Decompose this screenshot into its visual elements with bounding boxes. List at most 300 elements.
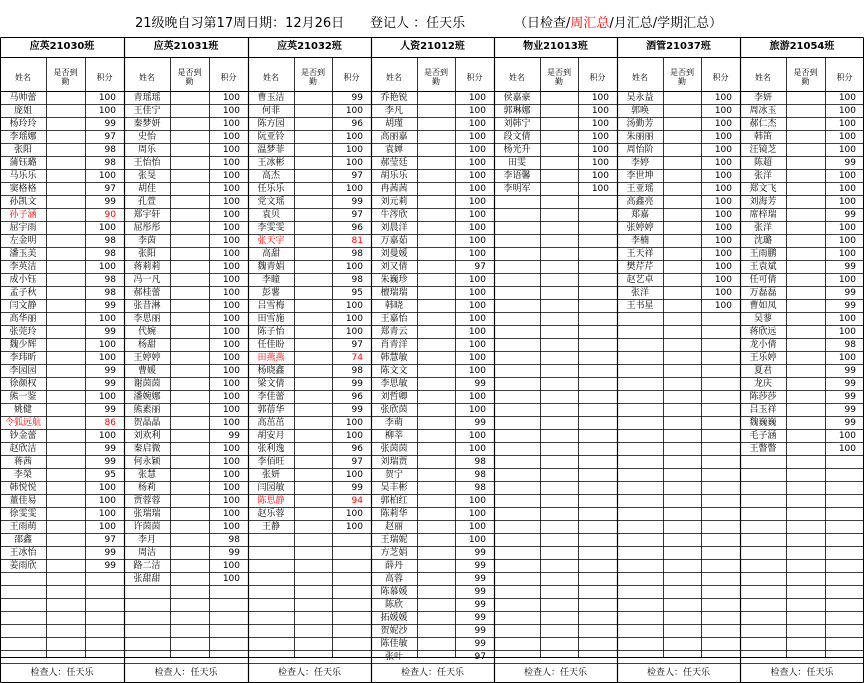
student-name: 李英洁 — [9, 262, 37, 272]
student-score: 100 — [98, 314, 116, 324]
student-score: 100 — [714, 210, 732, 220]
student-name: 李语馨 — [503, 171, 531, 181]
student-name: 张阳 — [137, 249, 156, 259]
score-header: 积分 — [589, 72, 606, 82]
student-name: 陈思静 — [257, 496, 285, 506]
student-name: 刘曼媛 — [380, 249, 408, 259]
student-score: 100 — [98, 522, 116, 532]
student-score: 99 — [104, 119, 116, 129]
student-score: 100 — [468, 197, 486, 207]
name-header: 姓名 — [386, 72, 402, 82]
student-name: 秦启微 — [133, 444, 161, 454]
student-score: 100 — [222, 405, 240, 415]
student-score: 100 — [345, 106, 363, 116]
student-score: 99 — [844, 379, 856, 389]
student-name: 张昔淋 — [133, 301, 161, 311]
student-score: 100 — [468, 145, 486, 155]
student-score: 100 — [838, 197, 856, 207]
student-name: 王雨鹏 — [749, 249, 777, 259]
student-name: 陈莎莎 — [749, 392, 777, 402]
student-score: 100 — [714, 197, 732, 207]
student-name: 乔艳锐 — [380, 93, 408, 103]
student-name: 徐雯雯 — [9, 509, 37, 519]
student-score: 99 — [351, 197, 363, 207]
student-name: 冉茜茜 — [380, 184, 408, 194]
student-score: 100 — [222, 93, 240, 103]
student-name: 钞金蕾 — [9, 431, 37, 441]
student-score: 100 — [222, 353, 240, 363]
name-header: 姓名 — [139, 72, 155, 82]
student-name: 赵丽 — [384, 522, 403, 532]
student-score: 100 — [345, 418, 363, 428]
student-name: 袁贝 — [261, 210, 280, 220]
student-name: 屈宇雨 — [9, 223, 37, 233]
student-name: 蒋茜 — [13, 457, 32, 467]
student-name: 田雯 — [507, 158, 526, 168]
checker-signature: 检查人：任天乐 — [30, 668, 94, 678]
student-name: 张瑞瑞 — [133, 509, 161, 519]
name-header: 姓名 — [632, 72, 648, 82]
student-name: 王瞥瞥 — [749, 444, 777, 454]
student-score: 100 — [714, 145, 732, 155]
student-score: 100 — [838, 275, 856, 285]
name-header: 姓名 — [755, 72, 771, 82]
student-score: 100 — [345, 431, 363, 441]
student-score: 99 — [351, 93, 363, 103]
student-name: 刘又倩 — [380, 262, 408, 272]
student-score: 100 — [222, 171, 240, 181]
student-name: 张洋 — [753, 223, 772, 233]
student-score: 81 — [351, 236, 363, 246]
student-name: 李思敏 — [380, 379, 408, 389]
student-score: 95 — [351, 288, 363, 298]
period-rest: /月汇总/学期汇总） — [609, 16, 723, 31]
student-score: 98 — [104, 249, 116, 259]
student-name: 李月 — [137, 535, 156, 545]
student-score: 100 — [468, 171, 486, 181]
student-name: 郑宇轩 — [133, 210, 161, 220]
student-score: 100 — [468, 444, 486, 454]
student-name: 许茵茵 — [133, 522, 161, 532]
student-name: 任乐乐 — [257, 184, 285, 194]
student-name: 潘婉娜 — [133, 392, 161, 402]
student-name: 汤勤芳 — [626, 119, 654, 129]
student-score: 100 — [222, 275, 240, 285]
student-name: 贺晶晶 — [133, 418, 161, 428]
student-score: 100 — [468, 288, 486, 298]
student-score: 100 — [714, 106, 732, 116]
student-score: 100 — [345, 262, 363, 272]
student-score: 74 — [351, 353, 363, 363]
student-score: 99 — [474, 418, 486, 428]
student-name: 何菲 — [261, 106, 280, 116]
attendance-header: 是否到勤 — [424, 68, 448, 86]
student-name: 马帅蕾 — [9, 93, 37, 103]
student-score: 100 — [468, 236, 486, 246]
student-score: 100 — [222, 314, 240, 324]
student-name: 刘海芳 — [749, 197, 777, 207]
student-score: 100 — [591, 158, 609, 168]
student-score: 96 — [351, 119, 363, 129]
student-score: 99 — [228, 548, 240, 558]
student-score: 100 — [468, 249, 486, 259]
student-name: 胡安月 — [257, 431, 285, 441]
student-score: 100 — [222, 392, 240, 402]
name-header: 姓名 — [263, 72, 279, 82]
student-score: 100 — [222, 145, 240, 155]
student-name: 董佳易 — [9, 496, 37, 506]
student-name: 侯嘉豪 — [503, 93, 531, 103]
student-score: 100 — [714, 236, 732, 246]
student-score: 100 — [468, 496, 486, 506]
class-header: 酒管21037班 — [646, 41, 711, 52]
attendance-grid — [0, 37, 864, 683]
student-name: 李明军 — [503, 184, 531, 194]
student-name: 吕玉祥 — [749, 405, 777, 415]
student-name: 彭薯 — [261, 288, 280, 298]
recorder: 登记人 ：任天乐 — [370, 16, 466, 31]
student-score: 96 — [351, 392, 363, 402]
student-name: 龙庆 — [753, 379, 772, 389]
student-name: 田雪施 — [257, 314, 285, 324]
student-name: 陈莉华 — [380, 509, 408, 519]
student-score: 100 — [838, 132, 856, 142]
student-name: 姜雨欣 — [9, 561, 37, 571]
student-name: 张慧 — [137, 470, 156, 480]
class-header: 应英21030班 — [29, 41, 95, 52]
student-score: 97 — [351, 340, 363, 350]
student-score: 100 — [468, 301, 486, 311]
student-score: 100 — [98, 93, 116, 103]
student-name: 魏少辉 — [9, 340, 37, 350]
student-name: 王佳宁 — [133, 106, 161, 116]
student-score: 96 — [351, 223, 363, 233]
student-name: 王嘉怡 — [380, 314, 408, 324]
student-name: 万磊磊 — [749, 288, 777, 298]
student-score: 100 — [98, 431, 116, 441]
student-name: 邵鑫 — [13, 535, 32, 545]
student-score: 100 — [591, 106, 609, 116]
attendance-header: 是否到勤 — [53, 68, 78, 86]
student-name: 杨玲玲 — [9, 119, 37, 129]
student-name: 杨光升 — [503, 145, 531, 155]
student-score: 99 — [104, 444, 116, 454]
student-name: 周乐 — [137, 145, 156, 155]
student-score: 100 — [468, 119, 486, 129]
student-score: 100 — [468, 535, 486, 545]
student-score: 97 — [351, 457, 363, 467]
student-name: 窦格格 — [9, 184, 37, 194]
student-score: 100 — [222, 509, 240, 519]
student-score: 99 — [844, 288, 856, 298]
student-name: 高茁茁 — [257, 418, 285, 428]
student-score: 100 — [838, 353, 856, 363]
student-name: 蒲钰璐 — [9, 158, 37, 168]
student-score: 100 — [714, 288, 732, 298]
student-score: 100 — [591, 171, 609, 181]
student-name: 曹媛 — [137, 366, 156, 376]
student-name: 张天宇 — [257, 236, 285, 246]
student-score: 100 — [838, 171, 856, 181]
attendance-header: 是否到勤 — [547, 68, 571, 86]
student-score: 100 — [345, 327, 363, 337]
student-score: 99 — [474, 613, 486, 623]
student-name: 曹如凤 — [749, 301, 777, 311]
student-score: 95 — [104, 470, 116, 480]
student-name: 李瞳 — [261, 275, 280, 285]
student-score: 100 — [222, 236, 240, 246]
student-score: 100 — [222, 444, 240, 454]
student-score: 98 — [351, 366, 363, 376]
student-name: 高华丽 — [9, 314, 37, 324]
period-week: 周汇总 — [570, 16, 610, 31]
student-score: 100 — [468, 314, 486, 324]
student-score: 100 — [222, 262, 240, 272]
student-score: 100 — [222, 327, 240, 337]
student-score: 98 — [104, 145, 116, 155]
student-name: 贾蓉蓉 — [133, 496, 161, 506]
student-score: 100 — [345, 314, 363, 324]
student-score: 100 — [468, 405, 486, 415]
student-name: 吕雪梅 — [257, 301, 285, 311]
student-name: 朱巍珍 — [380, 275, 408, 285]
attendance-header: 是否到勤 — [301, 68, 325, 86]
student-name: 成小钰 — [9, 275, 37, 285]
student-name: 张婷婷 — [626, 223, 654, 233]
student-score: 100 — [345, 158, 363, 168]
checker-signature: 检查人：任天乐 — [277, 668, 341, 678]
student-name: 张阳 — [13, 145, 32, 155]
score-header: 积分 — [343, 72, 360, 82]
student-score: 98 — [474, 470, 486, 480]
student-score: 99 — [351, 483, 363, 493]
student-score: 99 — [844, 210, 856, 220]
student-score: 99 — [844, 366, 856, 376]
student-score: 99 — [474, 639, 486, 649]
student-score: 100 — [714, 223, 732, 233]
student-score: 99 — [104, 379, 116, 389]
student-name: 刘元莉 — [380, 197, 408, 207]
student-name: 贺宁 — [384, 470, 403, 480]
student-name: 李园园 — [9, 366, 37, 376]
student-score: 97 — [104, 132, 116, 142]
student-name: 韩笛 — [753, 132, 772, 142]
student-score: 99 — [104, 548, 116, 558]
student-score: 98 — [474, 457, 486, 467]
student-score: 99 — [844, 158, 856, 168]
student-name: 陈超 — [753, 158, 772, 168]
class-header: 物业21013班 — [523, 41, 588, 52]
student-score: 97 — [474, 262, 486, 272]
student-name: 屈彤彤 — [133, 223, 161, 233]
student-score: 100 — [222, 132, 240, 142]
checker-signature: 检查人：任天乐 — [154, 668, 218, 678]
score-header: 积分 — [712, 72, 729, 82]
student-name: 李思丽 — [133, 314, 161, 324]
class-header: 应英21031班 — [153, 41, 219, 52]
student-score: 100 — [98, 171, 116, 181]
student-score: 100 — [468, 522, 486, 532]
class-column — [494, 37, 617, 683]
student-name: 汪镜芝 — [749, 145, 777, 155]
student-name: 樊芹芹 — [626, 262, 654, 272]
student-score: 100 — [222, 366, 240, 376]
class-column — [740, 37, 864, 683]
student-name: 孙子涵 — [9, 210, 37, 220]
student-name: 赵欣洁 — [9, 444, 37, 454]
student-score: 100 — [98, 483, 116, 493]
student-score: 99 — [844, 405, 856, 415]
student-score: 100 — [222, 106, 240, 116]
student-score: 100 — [222, 470, 240, 480]
student-score: 98 — [104, 288, 116, 298]
class-column — [0, 37, 124, 683]
student-name: 路二洁 — [133, 561, 161, 571]
student-name: 郑青云 — [380, 327, 408, 337]
checker-signature: 检查人：任天乐 — [400, 668, 464, 678]
student-name: 李凡 — [384, 106, 403, 116]
student-name: 徐颜权 — [9, 379, 37, 389]
student-name: 魏巍巍 — [749, 418, 777, 428]
student-score: 99 — [104, 457, 116, 467]
student-name: 李萌 — [384, 418, 403, 428]
student-name: 庞姐 — [13, 106, 32, 116]
student-name: 姚健 — [13, 405, 32, 415]
student-score: 100 — [222, 340, 240, 350]
student-name: 陈子怡 — [257, 327, 285, 337]
student-score: 90 — [104, 210, 116, 220]
student-score: 100 — [98, 262, 116, 272]
student-score: 100 — [468, 327, 486, 337]
student-name: 袁婵 — [384, 145, 403, 155]
name-header: 姓名 — [509, 72, 525, 82]
student-name: 吴蓼 — [753, 314, 772, 324]
student-score: 100 — [345, 509, 363, 519]
attendance-header: 是否到勤 — [793, 68, 818, 86]
student-name: 王冰彬 — [257, 158, 285, 168]
student-name: 王冰怡 — [9, 548, 37, 558]
student-score: 94 — [351, 496, 363, 506]
student-name: 陈慕媛 — [380, 587, 408, 597]
student-score: 100 — [714, 275, 732, 285]
student-score: 100 — [345, 522, 363, 532]
student-name: 党文瑶 — [257, 197, 285, 207]
student-name: 王瑞妮 — [380, 535, 408, 545]
student-name: 周怡阶 — [626, 145, 654, 155]
student-name: 段文倩 — [503, 132, 531, 142]
student-name: 万嘉茹 — [380, 236, 408, 246]
student-name: 郑嘉 — [630, 210, 649, 220]
checker-signature: 检查人：任天乐 — [770, 668, 834, 678]
student-score: 99 — [228, 431, 240, 441]
student-name: 潘玉美 — [9, 249, 37, 259]
student-name: 吴永益 — [626, 93, 654, 103]
student-score: 100 — [468, 431, 486, 441]
student-name: 牛涔欣 — [380, 210, 408, 220]
student-name: 吴丰彬 — [380, 483, 408, 493]
student-score: 100 — [222, 223, 240, 233]
class-column — [371, 37, 494, 683]
student-name: 孔萱 — [137, 197, 156, 207]
student-name: 闫文静 — [9, 301, 37, 311]
student-score: 100 — [222, 210, 240, 220]
student-score: 100 — [222, 457, 240, 467]
student-name: 张洋 — [753, 171, 772, 181]
student-name: 高甜 — [261, 249, 280, 259]
student-score: 99 — [474, 600, 486, 610]
student-score: 100 — [98, 340, 116, 350]
student-score: 100 — [98, 496, 116, 506]
student-score: 100 — [591, 145, 609, 155]
student-name: 郭琳娜 — [503, 106, 531, 116]
student-score: 99 — [104, 327, 116, 337]
student-name: 胡乐乐 — [380, 171, 408, 181]
student-name: 席梓瑞 — [749, 210, 777, 220]
class-header: 旅游21054班 — [769, 41, 835, 52]
class-column — [617, 37, 740, 683]
student-name: 秦梦妍 — [133, 119, 161, 129]
student-score: 100 — [222, 301, 240, 311]
class-column — [124, 37, 248, 683]
student-score: 99 — [104, 405, 116, 415]
student-score: 100 — [468, 158, 486, 168]
student-score: 100 — [222, 574, 240, 584]
student-name: 孙凯文 — [9, 197, 37, 207]
student-score: 100 — [714, 171, 732, 181]
student-score: 97 — [104, 535, 116, 545]
student-name: 闫园敏 — [257, 483, 285, 493]
student-score: 99 — [474, 587, 486, 597]
student-score: 100 — [222, 522, 240, 532]
student-score: 100 — [714, 184, 732, 194]
student-name: 曹玉洁 — [257, 93, 285, 103]
student-score: 100 — [345, 132, 363, 142]
student-score: 100 — [591, 132, 609, 142]
student-name: 郭柏红 — [380, 496, 408, 506]
student-name: 胡瑾 — [384, 119, 403, 129]
student-name: 左金明 — [9, 236, 37, 246]
student-name: 赵乐蓉 — [257, 509, 285, 519]
student-name: 梁文倩 — [257, 379, 285, 389]
student-name: 李佰旺 — [257, 457, 285, 467]
student-name: 周洁 — [137, 548, 156, 558]
student-name: 柳莘 — [384, 431, 403, 441]
student-score: 98 — [104, 275, 116, 285]
student-name: 任可倩 — [749, 275, 777, 285]
student-score: 100 — [838, 223, 856, 233]
student-name: 高丽嘉 — [380, 132, 408, 142]
student-score: 99 — [104, 197, 116, 207]
sheet-title-bar — [0, 12, 867, 32]
student-name: 毛子涵 — [749, 431, 777, 441]
student-name: 张茵茵 — [380, 444, 408, 454]
student-score: 100 — [838, 106, 856, 116]
student-name: 杨晓鑫 — [257, 366, 285, 376]
period-text — [514, 12, 722, 31]
student-score: 96 — [351, 444, 363, 454]
student-score: 99 — [474, 379, 486, 389]
student-name: 李瑶娜 — [9, 132, 37, 142]
score-header: 积分 — [466, 72, 483, 82]
score-header: 积分 — [836, 72, 853, 82]
student-score: 100 — [838, 314, 856, 324]
student-score: 100 — [468, 509, 486, 519]
student-score: 100 — [468, 353, 486, 363]
student-name: 韩晓 — [384, 301, 403, 311]
student-name: 韩悦悦 — [9, 483, 37, 493]
student-name: 马乐乐 — [9, 171, 37, 181]
student-score: 100 — [714, 158, 732, 168]
